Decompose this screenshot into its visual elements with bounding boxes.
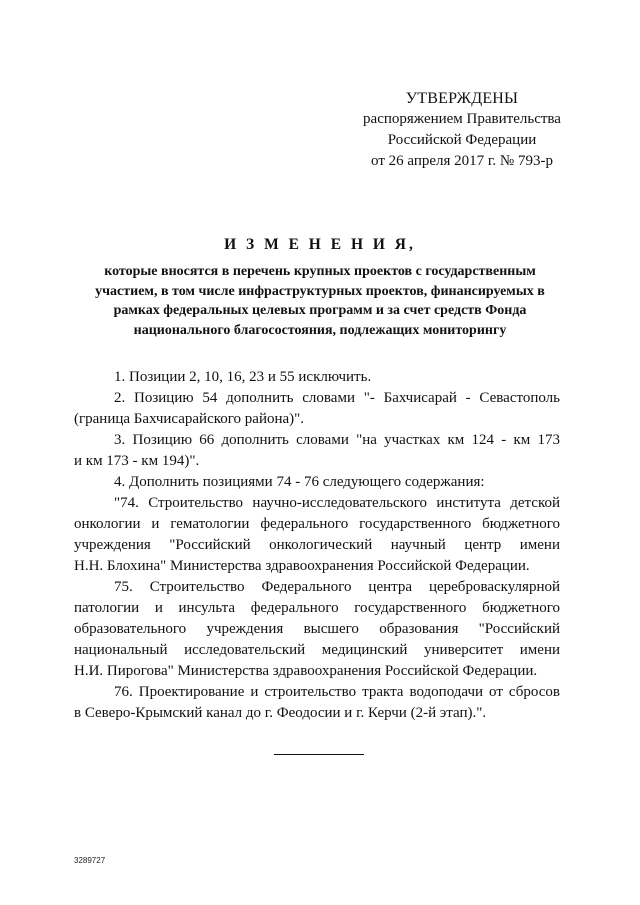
paragraph-1 bbox=[74, 367, 560, 388]
paragraph-6 bbox=[74, 577, 560, 682]
approval-title: УТВЕРЖДЕНЫ bbox=[405, 90, 519, 107]
approval-line: Российской Федерации bbox=[387, 132, 537, 148]
text-line: 75. Строительство Федерального центра цереброваскулярной bbox=[114, 579, 560, 595]
document-title: И З М Е Н Е Н И Я, bbox=[224, 236, 416, 253]
document-body bbox=[74, 367, 560, 724]
text-line: 76. Проектирование и строительство тракта водоподачи от сбросов bbox=[114, 684, 560, 700]
paragraph-4 bbox=[74, 472, 560, 493]
text-line: образовательного учреждения высшего образования "Российский bbox=[74, 621, 560, 637]
subtitle-line: участием, в том числе инфраструктурных проектов, финансируемых в bbox=[95, 283, 545, 299]
text-line: национальный исследовательский медицинский университет имени bbox=[74, 642, 560, 658]
text-line: патологии и инсульта федерального государственного бюджетного bbox=[74, 600, 560, 616]
paragraph-3 bbox=[74, 430, 560, 472]
paragraph-2 bbox=[74, 388, 560, 430]
approval-stamp bbox=[330, 88, 594, 172]
subtitle-line: национального благосостояния, подлежащих мониторингу bbox=[133, 322, 507, 338]
closing-divider bbox=[274, 754, 364, 755]
paragraph-7 bbox=[74, 682, 560, 724]
text-line: онкологии и гематологии федерального государственного бюджетного bbox=[74, 516, 560, 532]
text-line: Н.Н. Блохина" Министерства здравоохранения Российской Федерации. bbox=[74, 558, 530, 574]
text-line: и км 173 - км 194)". bbox=[74, 453, 200, 469]
approval-date: от 26 апреля 2017 г. № 793-р bbox=[371, 153, 553, 169]
text-line: учреждения "Российский онкологический научный центр имени bbox=[74, 537, 560, 553]
text-line: (граница Бахчисарайского района)". bbox=[74, 411, 305, 427]
text-line: "74. Строительство научно-исследовательского института детской bbox=[114, 495, 560, 511]
text-line: 1. Позиции 2, 10, 16, 23 и 55 исключить. bbox=[114, 369, 372, 385]
document-subtitle bbox=[76, 262, 564, 340]
approval-line: распоряжением Правительства bbox=[363, 111, 561, 127]
subtitle-line: которые вносятся в перечень крупных проектов с государственным bbox=[104, 264, 536, 279]
paragraph-5 bbox=[74, 493, 560, 577]
text-line: 2. Позицию 54 дополнить словами "- Бахчисарай - Севастополь bbox=[114, 390, 560, 406]
text-line: Н.И. Пирогова" Министерства здравоохранения Российской Федерации. bbox=[74, 663, 538, 679]
document-code: 3289727 bbox=[74, 856, 106, 865]
subtitle-line: рамках федеральных целевых программ и за счет средств Фонда bbox=[113, 303, 527, 318]
text-line: 3. Позицию 66 дополнить словами "на участках км 124 - км 173 bbox=[114, 432, 560, 448]
text-line: 4. Дополнить позициями 74 - 76 следующего содержания: bbox=[114, 474, 485, 490]
text-line: в Северо-Крымский канал до г. Феодосии и г. Керчи (2-й этап).". bbox=[74, 705, 487, 721]
